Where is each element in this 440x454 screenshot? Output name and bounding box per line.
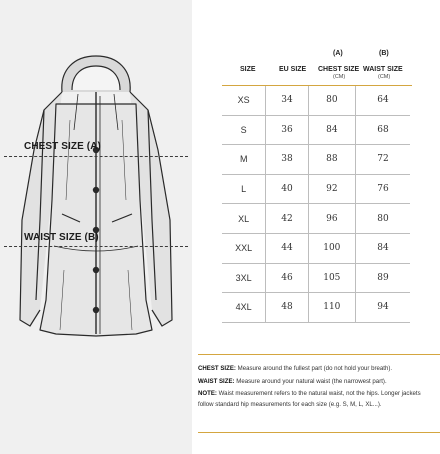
waist-measure-line bbox=[4, 246, 188, 247]
eu-size-cell: 48 bbox=[266, 293, 308, 323]
notes-bottom-rule bbox=[198, 432, 440, 433]
chest-cell: 84 bbox=[308, 115, 355, 145]
notes-top-rule bbox=[198, 354, 440, 355]
general-note-title: NOTE: bbox=[198, 390, 217, 398]
size-row bbox=[222, 145, 410, 175]
size-row bbox=[222, 233, 410, 263]
chest-cell: 100 bbox=[308, 233, 355, 263]
eu-size-cell: 42 bbox=[266, 204, 308, 234]
general-note bbox=[198, 389, 436, 410]
waist-cell: 89 bbox=[355, 263, 410, 293]
size-row bbox=[222, 86, 410, 115]
size-row bbox=[222, 174, 410, 204]
header-chest-size: CHEST SIZE bbox=[318, 66, 360, 73]
chest-cell: 80 bbox=[308, 86, 355, 115]
header-size: SIZE bbox=[240, 66, 256, 73]
size-cell: XS bbox=[222, 86, 266, 115]
chest-cell: 96 bbox=[308, 204, 355, 234]
eu-size-cell: 38 bbox=[266, 145, 308, 175]
eu-size-cell: 36 bbox=[266, 115, 308, 145]
waist-cell: 80 bbox=[355, 204, 410, 234]
chest-letter: (A) bbox=[333, 50, 343, 57]
general-note-text: Waist measurement refers to the natural waist, not the hips. Longer jackets follow standard hip measurements for each size (e.g. S, M, L, XL...). bbox=[198, 390, 421, 408]
waist-note-title: WAIST SIZE: bbox=[198, 377, 235, 385]
waist-cell: 76 bbox=[355, 174, 410, 204]
chest-cell: 88 bbox=[308, 145, 355, 175]
chest-cell: 92 bbox=[308, 174, 355, 204]
chest-size-label: CHEST SIZE (A) bbox=[24, 141, 101, 152]
waist-cell: 84 bbox=[355, 233, 410, 263]
size-row bbox=[222, 263, 410, 293]
waist-size-label: WAIST SIZE (B) bbox=[24, 232, 99, 243]
measurement-notes bbox=[198, 364, 436, 412]
eu-size-cell: 44 bbox=[266, 233, 308, 263]
size-row bbox=[222, 204, 410, 234]
chest-note-text: Measure around the fullest part (do not hold your breath). bbox=[235, 365, 393, 372]
chest-cell: 110 bbox=[308, 293, 355, 323]
waist-note bbox=[198, 377, 436, 388]
size-cell: XXL bbox=[222, 233, 266, 263]
size-cell: M bbox=[222, 145, 266, 175]
size-cell: S bbox=[222, 115, 266, 145]
eu-size-cell: 34 bbox=[266, 86, 308, 115]
waist-unit: (CM) bbox=[378, 74, 391, 80]
eu-size-cell: 46 bbox=[266, 263, 308, 293]
chest-cell: 105 bbox=[308, 263, 355, 293]
coat-illustration-panel bbox=[0, 0, 192, 454]
eu-size-cell: 40 bbox=[266, 174, 308, 204]
waist-letter: (B) bbox=[379, 50, 389, 57]
size-table bbox=[222, 86, 410, 323]
header-waist-size: WAIST SIZE bbox=[363, 66, 403, 73]
size-cell: 3XL bbox=[222, 263, 266, 293]
chest-note-title: CHEST SIZE: bbox=[198, 365, 236, 372]
waist-cell: 64 bbox=[355, 86, 410, 115]
waist-note-text: Measure around your natural waist (the narrowest part). bbox=[234, 377, 387, 385]
header-eu-size: EU SIZE bbox=[279, 66, 307, 73]
size-cell: XL bbox=[222, 204, 266, 234]
size-cell: L bbox=[222, 174, 266, 204]
chest-unit: (CM) bbox=[333, 74, 346, 80]
size-cell: 4XL bbox=[222, 293, 266, 323]
chest-measure-line bbox=[4, 156, 188, 157]
waist-cell: 68 bbox=[355, 115, 410, 145]
waist-cell: 94 bbox=[355, 293, 410, 323]
waist-cell: 72 bbox=[355, 145, 410, 175]
raincoat-illustration bbox=[0, 0, 192, 454]
size-row bbox=[222, 115, 410, 145]
chest-note bbox=[198, 364, 436, 375]
size-row bbox=[222, 293, 410, 323]
